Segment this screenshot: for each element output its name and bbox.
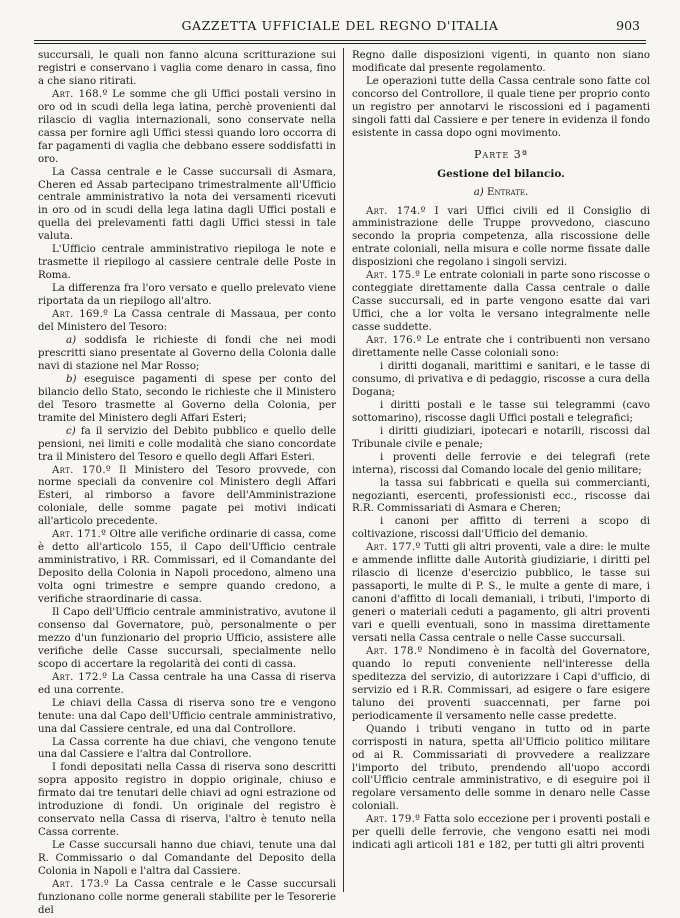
- header-rule-thin: [34, 43, 646, 44]
- list-item: [352, 516, 650, 542]
- article-paragraph: [352, 270, 650, 335]
- paragraph: La differenza fra l'oro versato e quello prelevato viene riportata da un riepilogo all'altro.: [38, 283, 336, 308]
- paragraph: Le operazioni tutte della Cassa centrale sono fatte col concorso del Controllore, il quale tiene per proprio conto un registro per annotarvi le riscossioni ed i pagamenti singoli fatti dal Cassiere e per tenere in evidenza il fondo esistente in cassa dopo ogni movimento.: [352, 75, 650, 139]
- article-paragraph: [38, 529, 336, 607]
- article-text: Nondimeno è in facoltà del Governatore, quando lo reputi conveniente nell'interesse della speditezza del servizio, di autorizzare i Capi d'ufficio, di servizio ed i R.R. Commissari, ad esigere o fare esigere taluno dei proventi suaccennati, per farne poi periodicamente il versamento nelle casse predette.: [352, 645, 650, 722]
- part-title: Parte 3ª: [474, 147, 528, 161]
- article-paragraph: [38, 465, 336, 530]
- item-text: i diritti giudiziari, ipotecari e notarili, riscossi dal Tribunale civile e penale;: [352, 425, 650, 450]
- article-text: Le somme che gli Uffici postali versino in oro od in scudi della lega latina, perchè provenienti dal rilascio di vaglia internazionali, sono conservate nella cassa per fornire agli Uffici stessi quando loro occorra di far pagamenti di vaglia che debbano essere soddisfatti in oro.: [38, 88, 336, 165]
- paragraph: La Cassa centrale e le Casse succursali di Asmara, Cheren ed Assab partecipano trimestralmente all'Ufficio centrale amministrativo la nota dei versamenti ricevuti in oro od in scudi della lega latina dagli Uffici postali e quella dei prelevamenti fatti dagli Uffici stessi in tale valuta.: [38, 166, 336, 243]
- list-item: [352, 400, 650, 426]
- list-item: [38, 374, 336, 426]
- paragraph: Le Casse succursali hanno due chiavi, tenute una dal R. Commissario o dal Comandante del Deposito della Colonia in Napoli e l'altra dal Cassiere.: [38, 840, 336, 878]
- article-text: Fatta solo eccezione per i proventi postali e per quelli delle ferrovie, che vengono esatti nei modi indicati agli articoli 181 e 182, per tutti gli altri proventi: [352, 814, 650, 852]
- part-sub-heading: [352, 187, 650, 200]
- article-paragraph: [352, 542, 650, 646]
- part-sub-label: Entrate.: [487, 186, 529, 198]
- article-number: Art. 175.º: [366, 270, 421, 282]
- left-column: [38, 50, 337, 916]
- article-number: Art. 169.º: [52, 309, 109, 321]
- paragraph: Quando i tributi vengano in tutto od in parte corrisposti in natura, spetta all'Ufficio politico militare od ai R. Commissariati di provvedere a realizzare l'importo del tributo, prendendo all'uopo accordi coll'Ufficio centrale amministrativo, e di eseguire poi il regolare versamento delle somme in denaro nelle Casse coloniali.: [352, 723, 650, 813]
- page-number: 903: [616, 18, 640, 33]
- article-number: Art. 170.º: [52, 464, 111, 476]
- item-text: eseguisce pagamenti di spese per conto del bilancio dello Stato, secondo le richieste che il Ministero del Tesoro trasmette al Governo della Colonia, per tramite del Ministero degli Affari Esteri;: [38, 373, 336, 424]
- column-divider: [343, 48, 344, 892]
- item-text: soddisfa le richieste di fondi che nei modi prescritti siano presentate al Governo della Colonia dalle navi di stazione nel Mar Rosso;: [38, 334, 336, 372]
- article-number: Art. 174.º: [366, 205, 426, 217]
- item-text: i proventi delle ferrovie e dei telegrafi (rete interna), riscossi dal Comando locale del genio militare;: [352, 451, 650, 476]
- article-text: La Cassa centrale ha una Cassa di riserva ed una corrente.: [38, 671, 337, 696]
- article-text: Oltre alle verifiche ordinarie di cassa, come è detto all'articolo 155, il Capo dell'Ufficio centrale amministrativo, i RR. Commissari, ed il Comandante del Deposito della Colonia in Napoli procedono, almeno una volta ogni trimestre e sempre quando credono, a verifiche straordinarie di cassa.: [38, 529, 336, 606]
- article-number: Art. 177.º: [366, 542, 421, 554]
- article-text: La Cassa centrale di Massaua, per conto del Ministero del Tesoro:: [38, 309, 336, 334]
- article-number: Art. 172.º: [52, 671, 108, 683]
- article-number: Art. 179.º: [366, 814, 421, 826]
- article-paragraph: [38, 89, 336, 167]
- article-number: Art. 173.º: [52, 879, 110, 890]
- paragraph: L'Ufficio centrale amministrativo riepiloga le note e trasmette il riepilogo al cassiere centrale delle Poste in Roma.: [38, 244, 336, 282]
- part-subtitle: Gestione del bilancio.: [437, 167, 565, 180]
- article-paragraph: [352, 814, 650, 853]
- article-text: I vari Uffici civili ed il Consiglio di amministrazione delle Truppe provvedono, ciascuno secondo la propria competenza, alla riscossione delle entrate coloniali, nella misura e colle norme fissate dalle disposizioni che regolano i singoli servizi.: [352, 205, 650, 269]
- article-number: Art. 168.º: [52, 88, 108, 100]
- article-paragraph: [38, 672, 336, 698]
- article-paragraph: [352, 335, 650, 361]
- item-letter: c): [66, 425, 76, 437]
- article-number: Art. 176.º: [366, 335, 422, 347]
- article-text: La Cassa centrale e le Casse succursali funzionano colle norme generali stabilite per le Tesorerie del: [38, 879, 336, 916]
- list-item: [38, 426, 336, 465]
- article-text: Le entrate coloniali in parte sono riscosse o conteggiate direttamente dalla Cassa centrale o dalle Casse succursali, ed in parte vengono esatte dai vari Uffici, che a lor volta le versano integralmente nelle casse suddette.: [352, 270, 650, 334]
- item-text: i diritti postali e le tasse sui telegrammi (cavo sottomarino), riscosse dagli Uffici postali e telegrafici;: [352, 399, 650, 424]
- article-paragraph: [352, 206, 650, 271]
- paragraph: succursali, le quali non fanno alcuna scritturazione sui registri e conservano i vaglia come denaro in cassa, fino a che siano ritirati.: [38, 50, 336, 87]
- paragraph: I fondi depositati nella Cassa di riserva sono descritti sopra apposito registro in doppio originale, chiuso e firmato dai tre tenutari delle chiavi ad ogni estrazione od introduzione di fondi. Un originale del registro è conservato nella Cassa di riserva, l'altro è tenuto nella Cassa corrente.: [38, 762, 336, 839]
- article-number: Art. 178.º: [366, 645, 423, 657]
- page-header: [34, 14, 646, 42]
- article-text: Il Ministero del Tesoro provvede, con norme speciali da convenire col Ministero degli Affari Esteri, al rimborso a favore dell'Amministrazione coloniale, delle somme pagate pei motivi indicati all'articolo precedente.: [38, 464, 337, 528]
- article-text: Tutti gli altri proventi, vale a dire: le multe e ammende inflitte dalle Autorità giudiziarie, i diritti pel rilascio di licenze d'esercizio pubblico, le tasse sui passaporti, le multe di P. S., le multe a gente di mare, i canoni d'affitto di locali demaniali, i tributi, l'importo di generi o materiali ceduti a pagamento, gli altri proventi vari e quelli eventuali, sono in massima direttamente versati nella Cassa centrale o nelle Casse succursali.: [352, 542, 651, 644]
- list-item: [38, 335, 336, 374]
- article-paragraph: [352, 646, 650, 724]
- list-item: [352, 478, 650, 517]
- article-paragraph: [38, 309, 336, 335]
- paragraph: La Cassa corrente ha due chiavi, che vengono tenute una dal Cassiere e l'altra dal Controllore.: [38, 736, 336, 761]
- right-column-body: [352, 206, 650, 854]
- item-text: la tassa sui fabbricati e quella sui commercianti, negozianti, esercenti, professionisti ecc., riscosse dai R.R. Commissariati di Asmara e Cheren;: [352, 477, 650, 515]
- right-column-continuation: [352, 50, 650, 141]
- paragraph: Il Capo dell'Ufficio centrale amministrativo, avutone il consenso dal Governatore, può, personalmente o per mezzo d'un funzionario del proprio Ufficio, assistere alle verifiche delle Casse succursali, specialmente nello scopo di accertare la regolarità dei conti di cassa.: [38, 606, 336, 670]
- article-paragraph: [38, 879, 336, 918]
- list-item: [352, 452, 650, 478]
- article-text: Le entrate che i contribuenti non versano direttamente nelle Casse coloniali sono:: [352, 335, 650, 360]
- list-item: [352, 361, 650, 400]
- item-text: fa il servizio del Debito pubblico e quello delle pensioni, nei limiti e colle modalità che siano concordate tra il Ministero del Tesoro e quello degli Affari Esteri.: [38, 425, 336, 463]
- gazette-title: GAZZETTA UFFICIALE DEL REGNO D'ITALIA: [181, 18, 499, 33]
- paragraph: Le chiavi della Cassa di riserva sono tre e vengono tenute: una dal Capo dell'Ufficio centrale amministrativo, una dal Cassiere centrale, ed una dal Controllore.: [38, 697, 336, 735]
- right-column: [352, 50, 650, 890]
- item-text: i diritti doganali, marittimi e sanitari, e le tasse di consumo, di privativa e di pedaggio, riscosse a cura della Dogana;: [352, 360, 650, 398]
- paragraph: Regno dalle disposizioni vigenti, in quanto non siano modificate dal presente regolamento.: [352, 50, 650, 74]
- item-letter: a): [66, 334, 77, 346]
- item-text: i canoni per affitto di terreni a scopo di coltivazione, riscossi dall'Ufficio del demanio.: [352, 516, 650, 541]
- header-rule: [34, 40, 646, 41]
- article-number: Art. 171.º: [52, 529, 107, 541]
- part-sub-letter: a): [473, 186, 484, 198]
- list-item: [352, 426, 650, 452]
- item-letter: b): [66, 373, 77, 385]
